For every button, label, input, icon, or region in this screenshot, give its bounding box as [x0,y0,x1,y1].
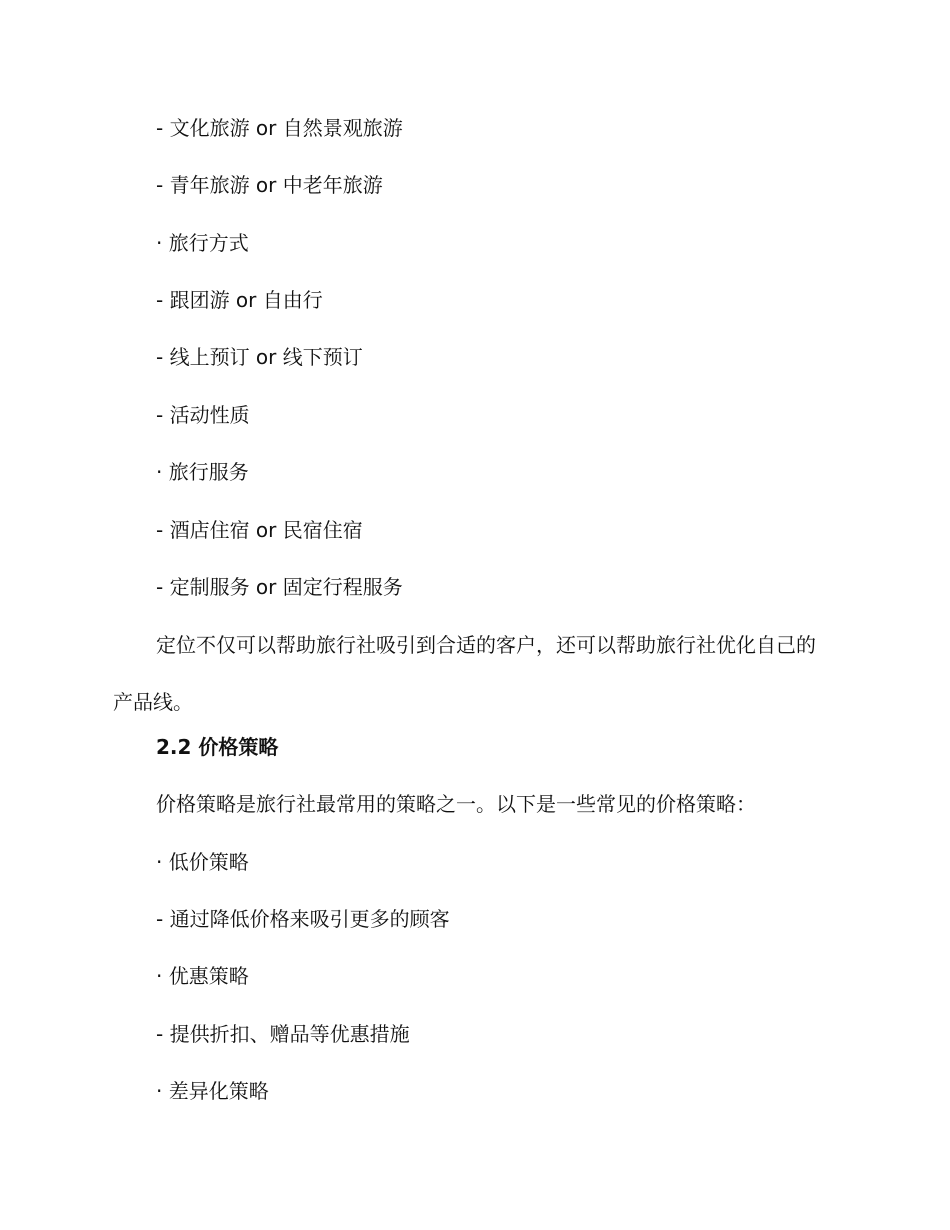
list-item: - 活动性质 [156,403,250,427]
list-item: - 通过降低价格来吸引更多的顾客 [156,907,450,931]
body-paragraph: 定位不仅可以帮助旅行社吸引到合适的客户，还可以帮助旅行社优化自己的产品线。 [113,633,816,714]
list-item: - 酒店住宿 or 民宿住宿 [156,518,363,542]
list-item: · 优惠策略 [156,964,249,988]
list-item: · 旅行服务 [156,460,249,484]
list-item: · 差异化策略 [156,1079,269,1103]
list-item: - 提供折扣、赠品等优惠措施 [156,1022,410,1046]
list-item: · 低价策略 [156,850,249,874]
list-item: - 文化旅游 or 自然景观旅游 [156,116,403,140]
list-item: - 青年旅游 or 中老年旅游 [156,173,383,197]
body-paragraph: 价格策略是旅行社最常用的策略之一。以下是一些常见的价格策略： [156,792,756,816]
section-heading: 2.2 价格策略 [156,735,279,759]
list-item: - 跟团游 or 自由行 [156,288,323,312]
list-item: · 旅行方式 [156,231,249,255]
list-item: - 线上预订 or 线下预订 [156,345,363,369]
list-item: - 定制服务 or 固定行程服务 [156,575,403,599]
